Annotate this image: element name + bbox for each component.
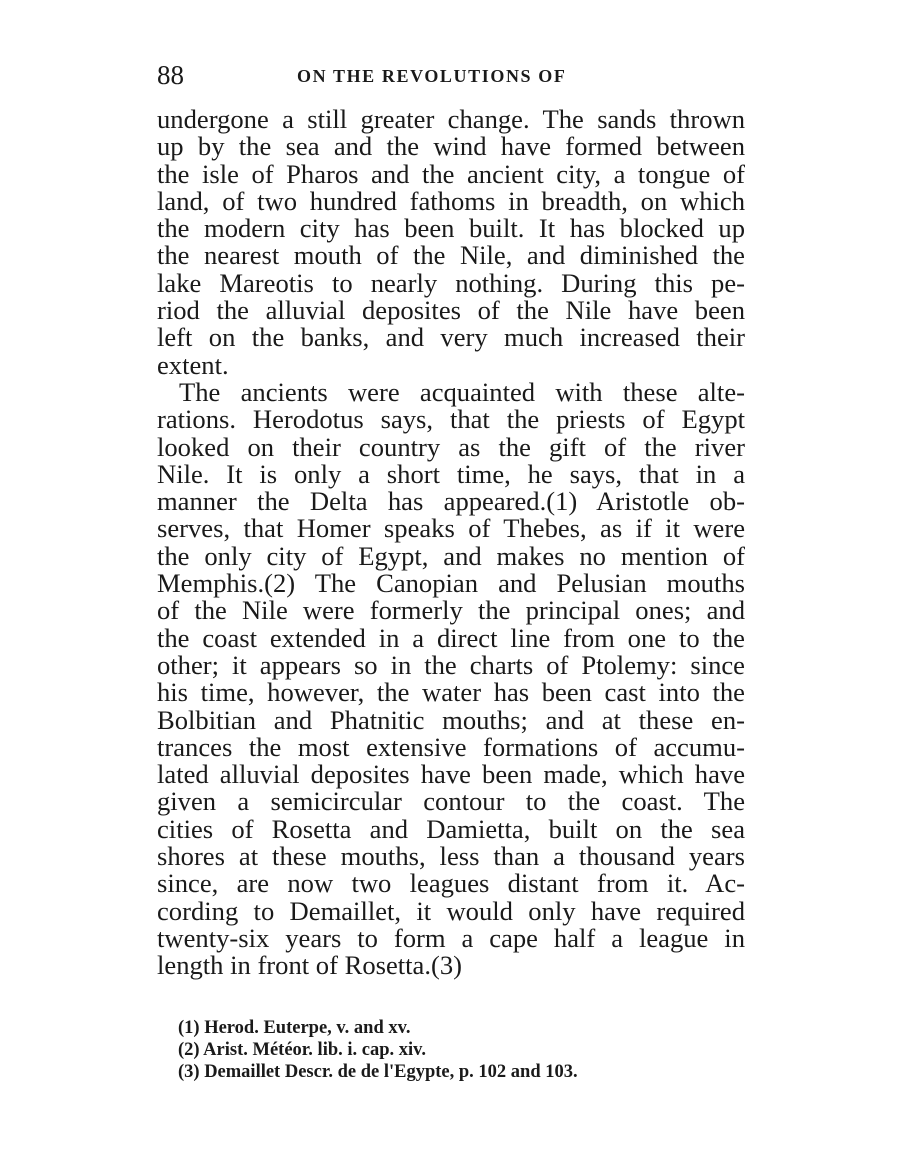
text-line: undergone a still greater change. The sands thrown xyxy=(157,104,745,134)
footnote: (2) Arist. Météor. lib. i. cap. xiv. xyxy=(178,1040,427,1060)
text-line: the isle of Pharos and the ancient city, a tongue of xyxy=(157,158,745,189)
text-line: serves, that Homer speaks of Thebes, as if it were xyxy=(157,513,745,544)
footnote: (1) Herod. Euterpe, v. and xv. xyxy=(178,1018,411,1038)
text-line: length in front of Rosetta.(3) xyxy=(157,950,463,981)
page-number: 88 xyxy=(157,60,184,90)
text-line: since, are now two leagues distant from it. Ac- xyxy=(157,868,745,899)
footnotes xyxy=(178,1017,738,1083)
text-line: land, of two hundred fathoms in breadth, on which xyxy=(157,185,745,216)
text-line: lated alluvial deposites have been made, which have xyxy=(157,759,745,790)
text-line: his time, however, the water has been cast into the xyxy=(157,677,745,708)
text-line: up by the sea and the wind have formed between xyxy=(157,131,745,162)
text-line: lake Mareotis to nearly nothing. During this pe- xyxy=(157,267,745,298)
text-line: shores at these mouths, less than a thousand years xyxy=(157,841,745,872)
text-line: other; it appears so in the charts of Ptolemy: since xyxy=(157,649,745,680)
running-title: ON THE REVOLUTIONS OF xyxy=(297,66,567,86)
text-line: the only city of Egypt, and makes no mention of xyxy=(157,540,745,571)
text-line: looked on their country as the gift of the river xyxy=(157,431,745,462)
text-line: The ancients were acquainted with these alte- xyxy=(179,376,745,407)
text-line: the nearest mouth of the Nile, and diminished the xyxy=(157,240,745,271)
text-line: left on the banks, and very much increased their xyxy=(157,322,745,353)
footnote: (3) Demaillet Descr. de de l'Egypte, p. 102 and 103. xyxy=(178,1062,578,1082)
text-line: Bolbitian and Phatnitic mouths; and at these en- xyxy=(157,704,745,735)
text-line: manner the Delta has appeared.(1) Aristotle ob- xyxy=(157,486,745,517)
text-line: of the Nile were formerly the principal ones; and xyxy=(157,595,745,626)
text-line: cities of Rosetta and Damietta, built on the sea xyxy=(157,813,745,844)
text-line: twenty-six years to form a cape half a league in xyxy=(157,922,745,953)
text-line: extent. xyxy=(157,349,229,380)
running-head xyxy=(157,60,745,90)
text-line: Nile. It is only a short time, he says, that in a xyxy=(157,458,745,489)
text-line: the modern city has been built. It has blocked up xyxy=(157,213,745,244)
text-line: riod the alluvial deposites of the Nile have been xyxy=(157,295,745,326)
text-line: trances the most extensive formations of accumu- xyxy=(157,731,745,762)
body-text xyxy=(157,106,745,980)
text-line: rations. Herodotus says, that the priests of Egypt xyxy=(157,404,745,435)
text-line: given a semicircular contour to the coast. The xyxy=(157,786,745,817)
text-line: Memphis.(2) The Canopian and Pelusian mouths xyxy=(157,568,745,599)
text-line: cording to Demaillet, it would only have required xyxy=(157,895,745,926)
text-line: the coast extended in a direct line from one to the xyxy=(157,622,745,653)
